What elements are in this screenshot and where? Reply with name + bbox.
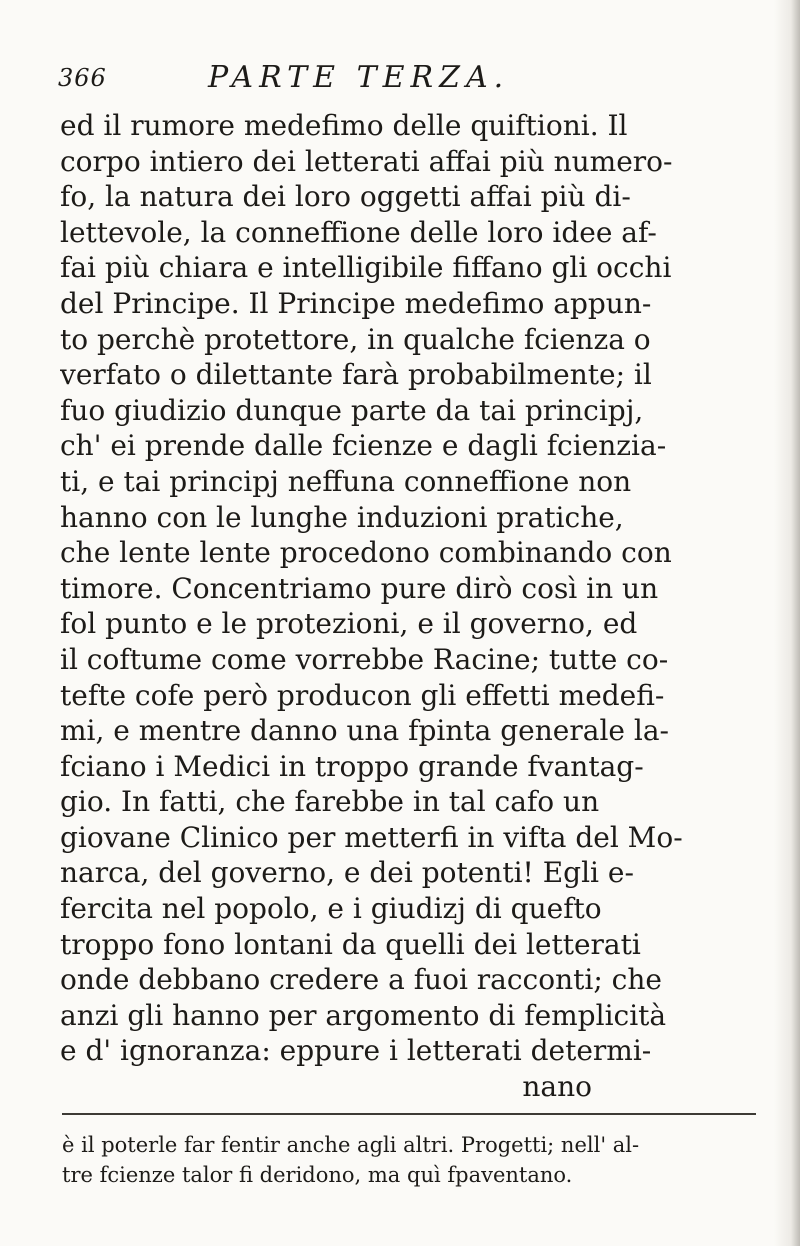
text-line: ti, e tai principj neffuna conneffione non	[60, 464, 632, 498]
text-line: mi, e mentre danno una fpinta generale la-	[60, 714, 669, 748]
text-line: onde debbano credere a fuoi racconti; che	[60, 963, 662, 997]
page-header	[58, 60, 718, 100]
text-line: fercita nel popolo, e i giudizj di quefto	[60, 892, 602, 926]
text-line: lettevole, la conneffione delle loro idee af-	[60, 215, 657, 249]
footnote-line: tre fcienze talor fi deridono, ma quì fpaventano.	[62, 1163, 573, 1187]
text-line: tefte cofe però producon gli effetti medefi-	[60, 678, 665, 712]
text-line: fuo giudizio dunque parte da tai principj,	[60, 393, 644, 427]
main-text	[60, 108, 760, 1105]
text-line: il coftume come vorrebbe Racine; tutte co-	[60, 642, 669, 676]
running-title: PARTE TERZA.	[208, 60, 510, 95]
page-edge-shadow	[774, 0, 800, 1246]
text-line: timore. Concentriamo pure dirò così in un	[60, 571, 659, 605]
page-number: 366	[58, 64, 107, 92]
text-line: anzi gli hanno per argomento di femplicità	[60, 998, 667, 1032]
text-line: troppo fono lontani da quelli dei letterati	[60, 927, 641, 961]
text-line: to perchè protettore, in qualche fcienza o	[60, 322, 651, 356]
text-line: ed il rumore medefimo delle quiftioni. Il	[60, 109, 628, 142]
text-line: ch' ei prende dalle fcienze e dagli fcienzia-	[60, 429, 667, 463]
text-line: fo, la natura dei loro oggetti affai più di-	[60, 180, 631, 214]
footnote	[62, 1130, 772, 1190]
footnote-separator	[62, 1113, 756, 1115]
text-line-last: nano	[522, 1070, 592, 1104]
text-line: gio. In fatti, che farebbe in tal cafo un	[60, 785, 600, 819]
text-line: giovane Clinico per metterfi in vifta del Mo-	[60, 820, 683, 854]
text-line: verfato o dilettante farà probabilmente; il	[60, 358, 652, 392]
text-line: fai più chiara e intelligibile fiffano gli occhi	[60, 251, 672, 285]
text-line: del Principe. Il Principe medefimo appun-	[60, 286, 652, 320]
text-line: hanno con le lunghe induzioni pratiche,	[60, 500, 624, 534]
text-line: che lente lente procedono combinando con	[60, 536, 672, 570]
text-line: fciano i Medici in troppo grande fvantag-	[60, 749, 644, 783]
text-line: corpo intiero dei letterati affai più numero-	[60, 144, 673, 178]
footnote-line: è il poterle far fentir anche agli altri. Progetti; nell' al-	[62, 1133, 640, 1157]
text-line: e d' ignoranza: eppure i letterati determi-	[60, 1034, 652, 1068]
text-line: narca, del governo, e dei potenti! Egli e-	[60, 856, 634, 890]
text-line: fol punto e le protezioni, e il governo, ed	[60, 607, 638, 641]
